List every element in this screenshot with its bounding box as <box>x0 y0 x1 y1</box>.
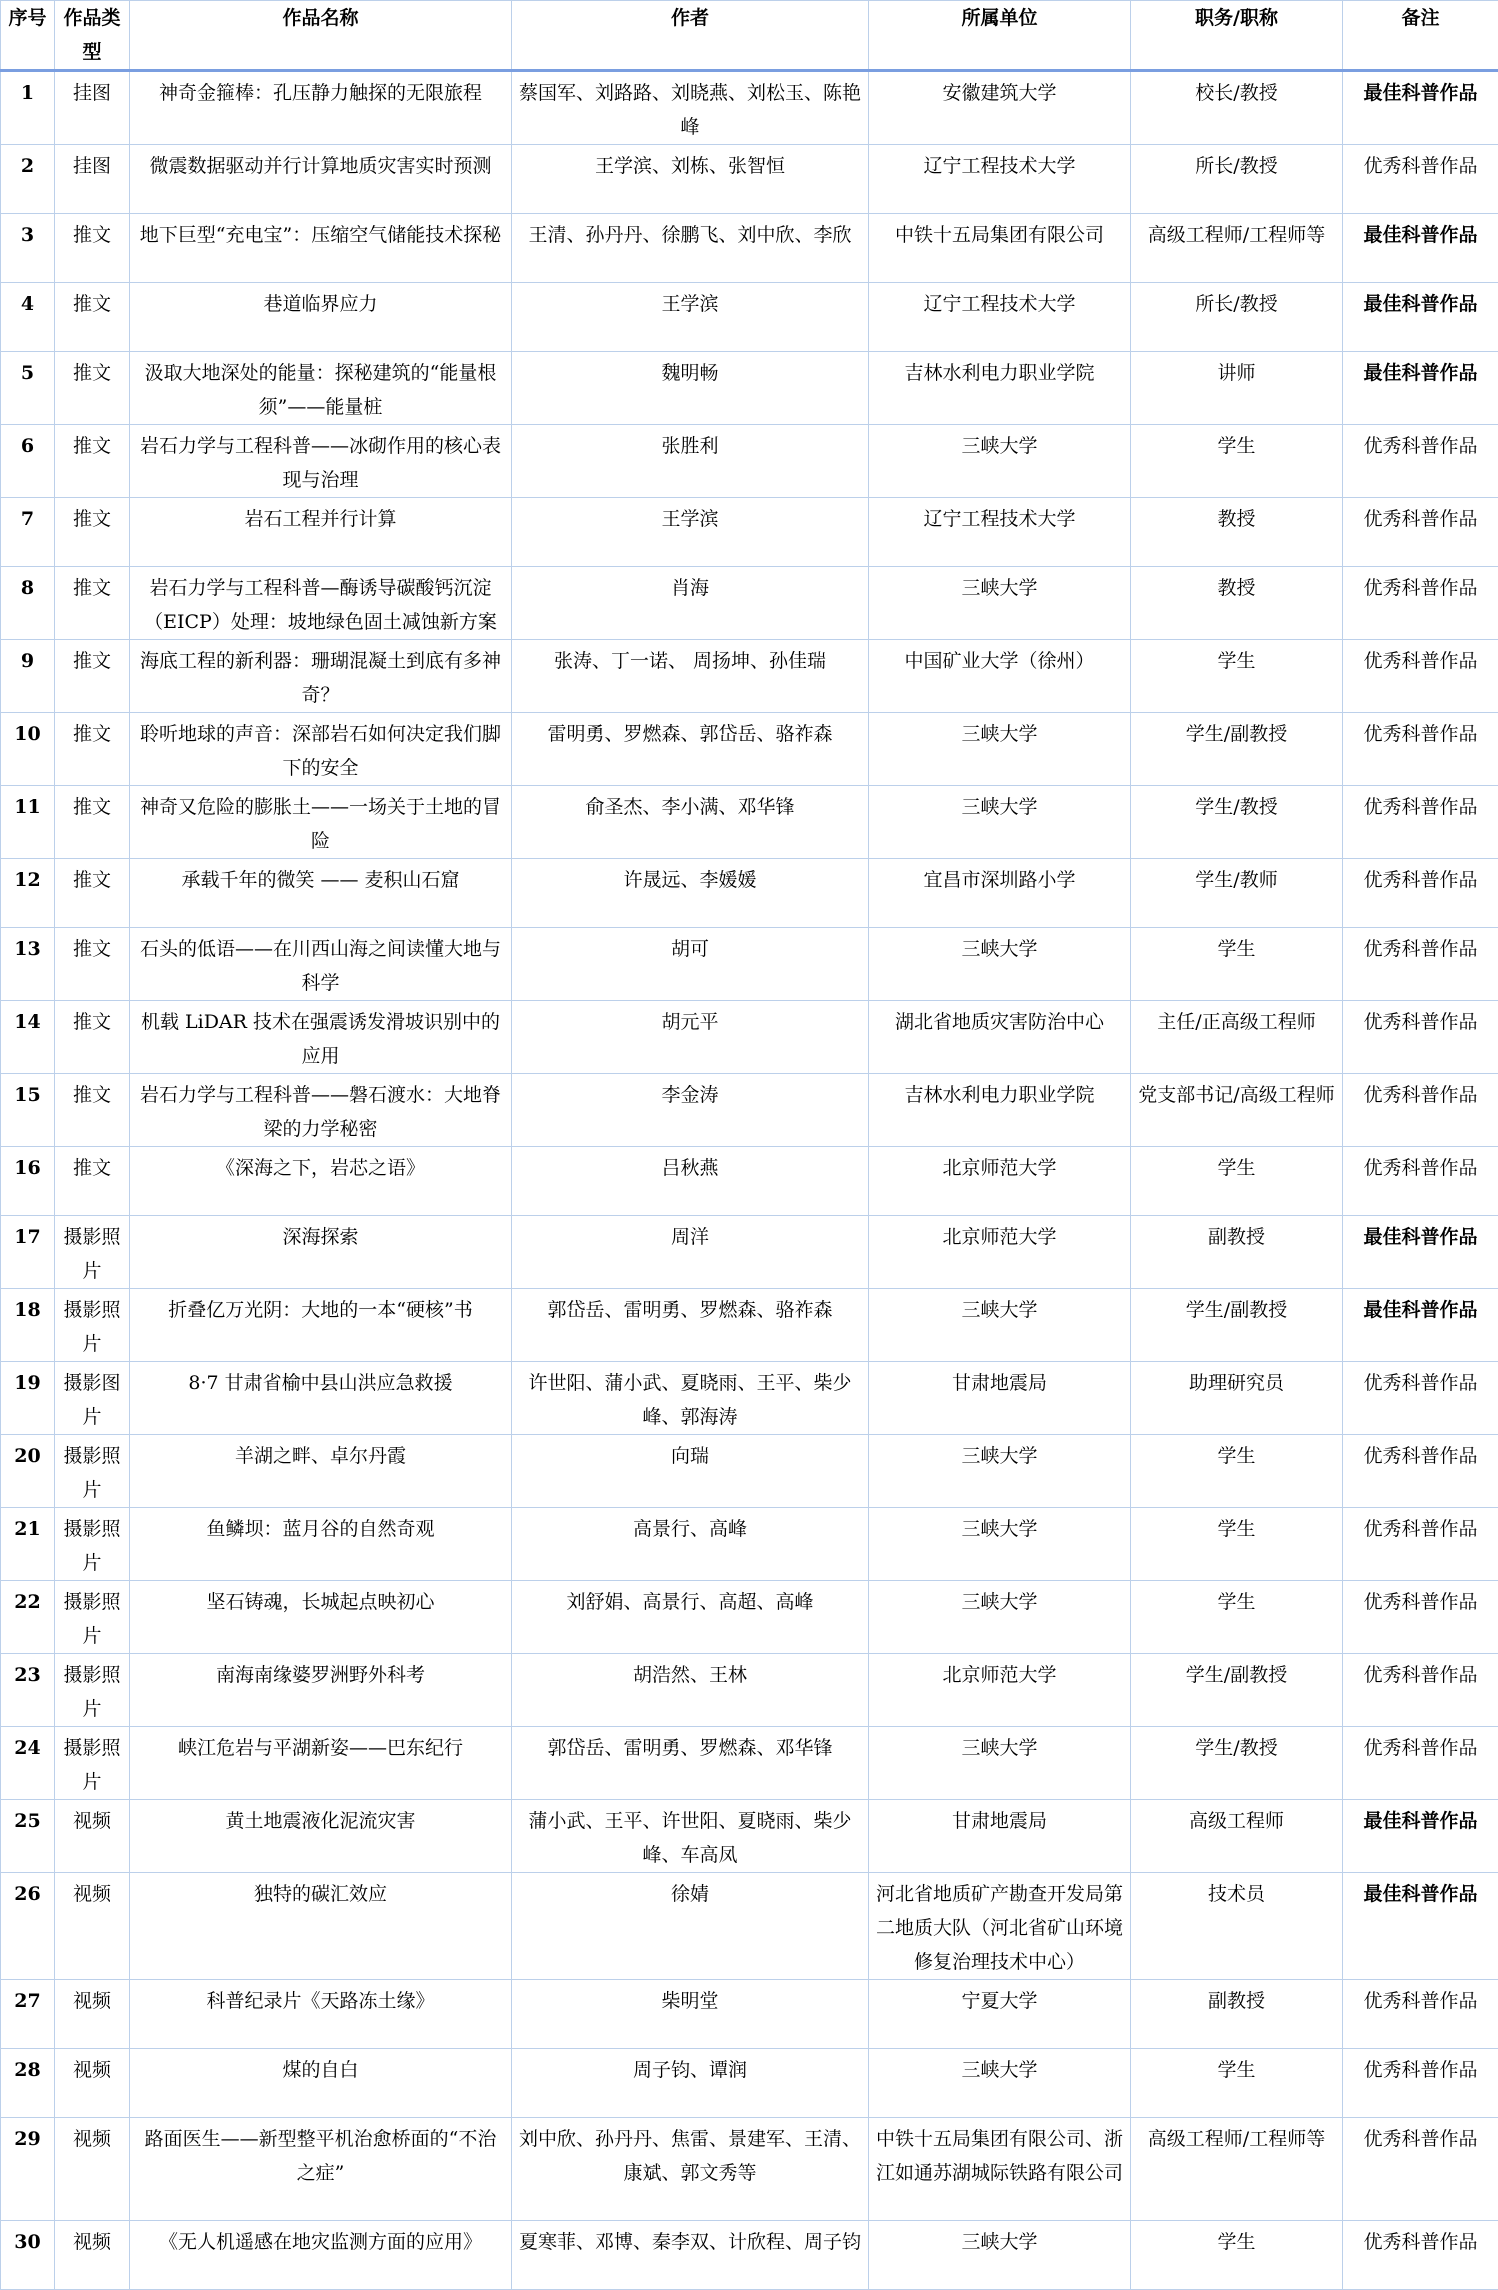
cell-remark: 优秀科普作品 <box>1343 1147 1498 1216</box>
cell-position: 技术员 <box>1131 1873 1343 1980</box>
cell-remark: 优秀科普作品 <box>1343 786 1498 859</box>
table-row <box>1 1216 1498 1289</box>
cell-position: 校长/教授 <box>1131 71 1343 145</box>
cell-remark: 优秀科普作品 <box>1343 498 1498 567</box>
cell-remark: 优秀科普作品 <box>1343 859 1498 928</box>
cell-affiliation: 中铁十五局集团有限公司、浙江如通苏湖城际铁路有限公司 <box>869 2118 1131 2221</box>
cell-title: 《深海之下，岩芯之语》 <box>130 1147 512 1216</box>
cell-authors: 刘舒娟、高景行、高超、高峰 <box>512 1581 869 1654</box>
cell-affiliation: 三峡大学 <box>869 1435 1131 1508</box>
cell-position: 学生 <box>1131 640 1343 713</box>
table-row <box>1 2221 1498 2290</box>
cell-authors: 雷明勇、罗燃森、郭岱岳、骆祚森 <box>512 713 869 786</box>
cell-title: 聆听地球的声音：深部岩石如何决定我们脚下的安全 <box>130 713 512 786</box>
cell-authors: 王学滨、刘栋、张智恒 <box>512 145 869 214</box>
cell-authors: 吕秋燕 <box>512 1147 869 1216</box>
cell-authors: 王清、孙丹丹、徐鹏飞、刘中欣、李欣 <box>512 214 869 283</box>
cell-affiliation: 中铁十五局集团有限公司 <box>869 214 1131 283</box>
cell-type: 视频 <box>55 2221 130 2290</box>
cell-type: 视频 <box>55 2118 130 2221</box>
cell-position: 学生/副教授 <box>1131 1654 1343 1727</box>
cell-authors: 向瑞 <box>512 1435 869 1508</box>
cell-type: 视频 <box>55 1873 130 1980</box>
cell-remark: 最佳科普作品 <box>1343 1289 1498 1362</box>
cell-remark: 最佳科普作品 <box>1343 71 1498 145</box>
cell-position: 高级工程师/工程师等 <box>1131 2118 1343 2221</box>
cell-position: 所长/教授 <box>1131 283 1343 352</box>
cell-index: 2 <box>1 145 55 214</box>
cell-type: 摄影照片 <box>55 1654 130 1727</box>
cell-type: 挂图 <box>55 145 130 214</box>
cell-authors: 张胜利 <box>512 425 869 498</box>
table-row <box>1 1147 1498 1216</box>
cell-authors: 柴明堂 <box>512 1980 869 2049</box>
header-authors: 作者 <box>512 1 869 71</box>
cell-index: 9 <box>1 640 55 713</box>
cell-index: 28 <box>1 2049 55 2118</box>
cell-index: 21 <box>1 1508 55 1581</box>
cell-index: 15 <box>1 1074 55 1147</box>
cell-type: 推文 <box>55 786 130 859</box>
cell-position: 学生 <box>1131 2221 1343 2290</box>
cell-authors: 刘中欣、孙丹丹、焦雷、景建军、王清、康斌、郭文秀等 <box>512 2118 869 2221</box>
cell-title: 深海探索 <box>130 1216 512 1289</box>
cell-type: 推文 <box>55 1001 130 1074</box>
cell-title: 折叠亿万光阴：大地的一本“硬核”书 <box>130 1289 512 1362</box>
cell-index: 25 <box>1 1800 55 1873</box>
cell-affiliation: 辽宁工程技术大学 <box>869 498 1131 567</box>
cell-type: 推文 <box>55 214 130 283</box>
cell-type: 挂图 <box>55 71 130 145</box>
cell-index: 19 <box>1 1362 55 1435</box>
cell-affiliation: 三峡大学 <box>869 2049 1131 2118</box>
header-index: 序号 <box>1 1 55 71</box>
cell-index: 12 <box>1 859 55 928</box>
cell-affiliation: 三峡大学 <box>869 425 1131 498</box>
table-row <box>1 1435 1498 1508</box>
cell-position: 党支部书记/高级工程师 <box>1131 1074 1343 1147</box>
cell-title: 独特的碳汇效应 <box>130 1873 512 1980</box>
cell-affiliation: 宁夏大学 <box>869 1980 1131 2049</box>
cell-affiliation: 安徽建筑大学 <box>869 71 1131 145</box>
cell-position: 学生 <box>1131 1435 1343 1508</box>
table-row <box>1 352 1498 425</box>
table-row <box>1 1800 1498 1873</box>
cell-title: 汲取大地深处的能量：探秘建筑的“能量根须”——能量桩 <box>130 352 512 425</box>
header-affiliation: 所属单位 <box>869 1 1131 71</box>
table-row <box>1 786 1498 859</box>
cell-type: 推文 <box>55 498 130 567</box>
cell-remark: 优秀科普作品 <box>1343 1980 1498 2049</box>
table-row <box>1 425 1498 498</box>
table-row <box>1 1074 1498 1147</box>
cell-index: 5 <box>1 352 55 425</box>
cell-remark: 优秀科普作品 <box>1343 425 1498 498</box>
cell-affiliation: 宜昌市深圳路小学 <box>869 859 1131 928</box>
cell-position: 学生 <box>1131 2049 1343 2118</box>
cell-title: 海底工程的新利器：珊瑚混凝土到底有多神奇？ <box>130 640 512 713</box>
cell-position: 助理研究员 <box>1131 1362 1343 1435</box>
table-row <box>1 928 1498 1001</box>
cell-type: 摄影图片 <box>55 1362 130 1435</box>
cell-affiliation: 辽宁工程技术大学 <box>869 145 1131 214</box>
cell-position: 学生/教师 <box>1131 859 1343 928</box>
table-row <box>1 145 1498 214</box>
cell-authors: 郭岱岳、雷明勇、罗燃森、骆祚森 <box>512 1289 869 1362</box>
cell-remark: 优秀科普作品 <box>1343 1581 1498 1654</box>
cell-type: 推文 <box>55 1074 130 1147</box>
cell-title: 科普纪录片《天路冻土缘》 <box>130 1980 512 2049</box>
cell-affiliation: 北京师范大学 <box>869 1216 1131 1289</box>
cell-remark: 优秀科普作品 <box>1343 2118 1498 2221</box>
cell-affiliation: 三峡大学 <box>869 928 1131 1001</box>
cell-type: 推文 <box>55 425 130 498</box>
cell-position: 副教授 <box>1131 1216 1343 1289</box>
cell-authors: 徐婧 <box>512 1873 869 1980</box>
cell-remark: 最佳科普作品 <box>1343 283 1498 352</box>
cell-position: 学生/副教授 <box>1131 1289 1343 1362</box>
cell-title: 8·7 甘肃省榆中县山洪应急救援 <box>130 1362 512 1435</box>
cell-position: 学生 <box>1131 1508 1343 1581</box>
cell-position: 教授 <box>1131 498 1343 567</box>
cell-title: 坚石铸魂，长城起点映初心 <box>130 1581 512 1654</box>
cell-title: 承载千年的微笑 —— 麦积山石窟 <box>130 859 512 928</box>
cell-type: 推文 <box>55 283 130 352</box>
cell-title: 神奇金箍棒：孔压静力触探的无限旅程 <box>130 71 512 145</box>
cell-remark: 优秀科普作品 <box>1343 145 1498 214</box>
cell-affiliation: 三峡大学 <box>869 713 1131 786</box>
cell-authors: 周洋 <box>512 1216 869 1289</box>
cell-position: 高级工程师/工程师等 <box>1131 214 1343 283</box>
cell-affiliation: 湖北省地质灾害防治中心 <box>869 1001 1131 1074</box>
cell-affiliation: 三峡大学 <box>869 786 1131 859</box>
cell-affiliation: 三峡大学 <box>869 1508 1131 1581</box>
cell-remark: 优秀科普作品 <box>1343 2221 1498 2290</box>
cell-authors: 蔡国军、刘路路、刘晓燕、刘松玉、陈艳峰 <box>512 71 869 145</box>
cell-title: 机载 LiDAR 技术在强震诱发滑坡识别中的应用 <box>130 1001 512 1074</box>
cell-title: 路面医生——新型整平机治愈桥面的“不治之症” <box>130 2118 512 2221</box>
table-row <box>1 1727 1498 1800</box>
cell-authors: 高景行、高峰 <box>512 1508 869 1581</box>
cell-authors: 蒲小武、王平、许世阳、夏晓雨、柴少峰、车高凤 <box>512 1800 869 1873</box>
table-row <box>1 214 1498 283</box>
cell-index: 1 <box>1 71 55 145</box>
table-row <box>1 498 1498 567</box>
cell-title: 鱼鳞坝：蓝月谷的自然奇观 <box>130 1508 512 1581</box>
header-remark: 备注 <box>1343 1 1498 71</box>
cell-remark: 最佳科普作品 <box>1343 1216 1498 1289</box>
cell-remark: 优秀科普作品 <box>1343 567 1498 640</box>
cell-type: 推文 <box>55 859 130 928</box>
cell-title: 神奇又危险的膨胀土——一场关于土地的冒险 <box>130 786 512 859</box>
cell-position: 所长/教授 <box>1131 145 1343 214</box>
cell-position: 学生 <box>1131 928 1343 1001</box>
cell-authors: 李金涛 <box>512 1074 869 1147</box>
cell-authors: 许世阳、蒲小武、夏晓雨、王平、柴少峰、郭海涛 <box>512 1362 869 1435</box>
cell-affiliation: 吉林水利电力职业学院 <box>869 1074 1131 1147</box>
cell-position: 学生/教授 <box>1131 786 1343 859</box>
cell-index: 30 <box>1 2221 55 2290</box>
cell-title: 岩石力学与工程科普——磐石渡水：大地脊梁的力学秘密 <box>130 1074 512 1147</box>
table-row <box>1 1001 1498 1074</box>
cell-remark: 优秀科普作品 <box>1343 1508 1498 1581</box>
cell-type: 摄影照片 <box>55 1216 130 1289</box>
table-row <box>1 640 1498 713</box>
cell-remark: 最佳科普作品 <box>1343 1800 1498 1873</box>
cell-index: 22 <box>1 1581 55 1654</box>
cell-title: 岩石力学与工程科普——冰砌作用的核心表现与治理 <box>130 425 512 498</box>
cell-type: 推文 <box>55 1147 130 1216</box>
table-row <box>1 2118 1498 2221</box>
cell-remark: 优秀科普作品 <box>1343 713 1498 786</box>
cell-position: 主任/正高级工程师 <box>1131 1001 1343 1074</box>
table-row <box>1 1289 1498 1362</box>
cell-authors: 郭岱岳、雷明勇、罗燃森、邓华锋 <box>512 1727 869 1800</box>
table-row <box>1 859 1498 928</box>
table-row <box>1 2049 1498 2118</box>
cell-type: 摄影照片 <box>55 1727 130 1800</box>
cell-authors: 胡可 <box>512 928 869 1001</box>
cell-type: 摄影照片 <box>55 1435 130 1508</box>
cell-title: 岩石工程并行计算 <box>130 498 512 567</box>
cell-index: 7 <box>1 498 55 567</box>
cell-position: 副教授 <box>1131 1980 1343 2049</box>
cell-position: 高级工程师 <box>1131 1800 1343 1873</box>
cell-index: 3 <box>1 214 55 283</box>
table-row <box>1 1980 1498 2049</box>
cell-type: 推文 <box>55 352 130 425</box>
cell-index: 14 <box>1 1001 55 1074</box>
cell-title: 巷道临界应力 <box>130 283 512 352</box>
cell-affiliation: 甘肃地震局 <box>869 1800 1131 1873</box>
cell-title: 南海南缘婆罗洲野外科考 <box>130 1654 512 1727</box>
cell-index: 20 <box>1 1435 55 1508</box>
cell-index: 24 <box>1 1727 55 1800</box>
table-row <box>1 1581 1498 1654</box>
cell-remark: 最佳科普作品 <box>1343 352 1498 425</box>
cell-position: 讲师 <box>1131 352 1343 425</box>
cell-position: 学生/副教授 <box>1131 713 1343 786</box>
cell-position: 教授 <box>1131 567 1343 640</box>
cell-title: 煤的自白 <box>130 2049 512 2118</box>
cell-affiliation: 北京师范大学 <box>869 1147 1131 1216</box>
cell-title: 石头的低语——在川西山海之间读懂大地与科学 <box>130 928 512 1001</box>
cell-authors: 许晟远、李媛媛 <box>512 859 869 928</box>
cell-remark: 优秀科普作品 <box>1343 1727 1498 1800</box>
table-header-row <box>1 1 1498 71</box>
header-type: 作品类型 <box>55 1 130 71</box>
table-row <box>1 567 1498 640</box>
cell-title: 《无人机遥感在地灾监测方面的应用》 <box>130 2221 512 2290</box>
cell-affiliation: 三峡大学 <box>869 1289 1131 1362</box>
cell-authors: 俞圣杰、李小满、邓华锋 <box>512 786 869 859</box>
table-row <box>1 1362 1498 1435</box>
cell-authors: 胡元平 <box>512 1001 869 1074</box>
cell-remark: 优秀科普作品 <box>1343 1435 1498 1508</box>
cell-affiliation: 北京师范大学 <box>869 1654 1131 1727</box>
cell-affiliation: 中国矿业大学（徐州） <box>869 640 1131 713</box>
cell-affiliation: 三峡大学 <box>869 1581 1131 1654</box>
cell-authors: 周子钧、谭润 <box>512 2049 869 2118</box>
table-row <box>1 71 1498 145</box>
cell-affiliation: 吉林水利电力职业学院 <box>869 352 1131 425</box>
cell-affiliation: 三峡大学 <box>869 1727 1131 1800</box>
cell-title: 羊湖之畔、卓尔丹霞 <box>130 1435 512 1508</box>
cell-position: 学生/教授 <box>1131 1727 1343 1800</box>
table-row <box>1 1508 1498 1581</box>
cell-title: 峡江危岩与平湖新姿——巴东纪行 <box>130 1727 512 1800</box>
cell-affiliation: 河北省地质矿产勘查开发局第二地质大队（河北省矿山环境修复治理技术中心） <box>869 1873 1131 1980</box>
cell-index: 23 <box>1 1654 55 1727</box>
cell-affiliation: 辽宁工程技术大学 <box>869 283 1131 352</box>
cell-type: 摄影照片 <box>55 1508 130 1581</box>
cell-type: 推文 <box>55 928 130 1001</box>
table-row <box>1 713 1498 786</box>
cell-index: 8 <box>1 567 55 640</box>
cell-authors: 胡浩然、王林 <box>512 1654 869 1727</box>
cell-title: 地下巨型“充电宝”：压缩空气储能技术探秘 <box>130 214 512 283</box>
cell-position: 学生 <box>1131 425 1343 498</box>
cell-remark: 优秀科普作品 <box>1343 928 1498 1001</box>
cell-affiliation: 三峡大学 <box>869 2221 1131 2290</box>
cell-type: 推文 <box>55 713 130 786</box>
cell-index: 29 <box>1 2118 55 2221</box>
cell-index: 13 <box>1 928 55 1001</box>
cell-title: 黄土地震液化泥流灾害 <box>130 1800 512 1873</box>
cell-remark: 优秀科普作品 <box>1343 2049 1498 2118</box>
cell-index: 4 <box>1 283 55 352</box>
cell-authors: 王学滨 <box>512 498 869 567</box>
cell-authors: 张涛、丁一诺、 周扬坤、孙佳瑞 <box>512 640 869 713</box>
header-position: 职务/职称 <box>1131 1 1343 71</box>
cell-remark: 最佳科普作品 <box>1343 214 1498 283</box>
cell-position: 学生 <box>1131 1581 1343 1654</box>
cell-index: 6 <box>1 425 55 498</box>
table-row <box>1 283 1498 352</box>
cell-type: 推文 <box>55 567 130 640</box>
cell-type: 推文 <box>55 640 130 713</box>
cell-index: 27 <box>1 1980 55 2049</box>
cell-remark: 最佳科普作品 <box>1343 1873 1498 1980</box>
cell-position: 学生 <box>1131 1147 1343 1216</box>
cell-index: 17 <box>1 1216 55 1289</box>
cell-index: 10 <box>1 713 55 786</box>
cell-authors: 魏明畅 <box>512 352 869 425</box>
cell-remark: 优秀科普作品 <box>1343 640 1498 713</box>
cell-title: 微震数据驱动并行计算地质灾害实时预测 <box>130 145 512 214</box>
cell-type: 摄影照片 <box>55 1289 130 1362</box>
cell-remark: 优秀科普作品 <box>1343 1074 1498 1147</box>
cell-index: 26 <box>1 1873 55 1980</box>
cell-remark: 优秀科普作品 <box>1343 1654 1498 1727</box>
cell-title: 岩石力学与工程科普—酶诱导碳酸钙沉淀（EICP）处理：坡地绿色固土减蚀新方案 <box>130 567 512 640</box>
table-row <box>1 1654 1498 1727</box>
cell-remark: 优秀科普作品 <box>1343 1362 1498 1435</box>
cell-type: 视频 <box>55 2049 130 2118</box>
cell-type: 视频 <box>55 1980 130 2049</box>
cell-type: 视频 <box>55 1800 130 1873</box>
cell-remark: 优秀科普作品 <box>1343 1001 1498 1074</box>
cell-authors: 王学滨 <box>512 283 869 352</box>
cell-index: 11 <box>1 786 55 859</box>
cell-authors: 肖海 <box>512 567 869 640</box>
cell-affiliation: 甘肃地震局 <box>869 1362 1131 1435</box>
cell-index: 18 <box>1 1289 55 1362</box>
cell-index: 16 <box>1 1147 55 1216</box>
cell-affiliation: 三峡大学 <box>869 567 1131 640</box>
header-title: 作品名称 <box>130 1 512 71</box>
cell-type: 摄影照片 <box>55 1581 130 1654</box>
table-row <box>1 1873 1498 1980</box>
cell-authors: 夏寒菲、邓博、秦李双、计欣程、周子钧 <box>512 2221 869 2290</box>
